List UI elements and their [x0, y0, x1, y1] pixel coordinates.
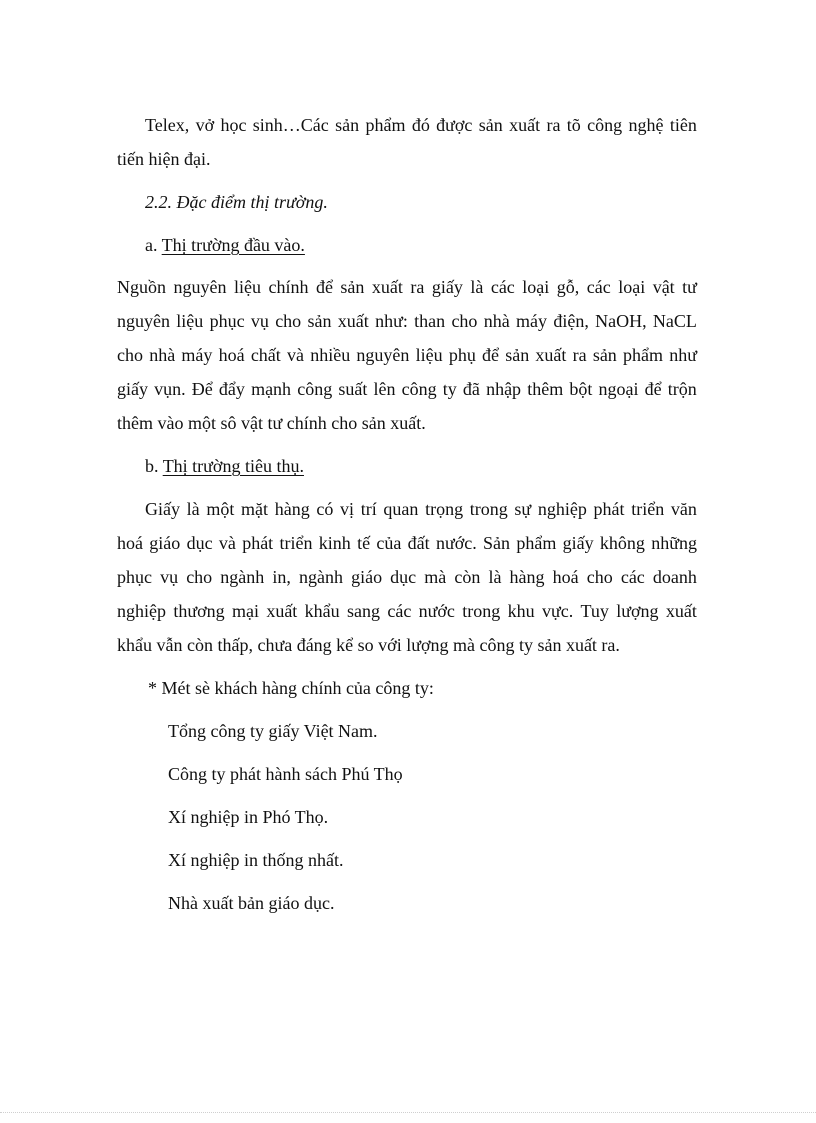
word: in, [272, 567, 291, 587]
word: phục [117, 567, 152, 587]
word: các [490, 277, 515, 297]
paragraph-1-line-2: tiến hiện đại. [117, 149, 211, 169]
word: ty [442, 379, 457, 399]
word: ra [410, 277, 425, 297]
word: chính [268, 277, 309, 297]
word: để [315, 277, 333, 297]
word: trong [462, 601, 501, 621]
subheading-b-title: Thị trường tiêu thụ. [162, 456, 304, 476]
word: Nguồn [117, 277, 166, 297]
word: một [206, 499, 235, 519]
word: nước. [435, 533, 477, 553]
word: triển [279, 533, 313, 553]
paragraph-2-line-1 [117, 278, 697, 296]
word: và [218, 533, 236, 553]
customers-heading: * Mét sè khách hàng chính của công ty: [148, 678, 434, 698]
word: công [401, 379, 437, 399]
word: được [436, 115, 473, 135]
word: Telex, [145, 115, 190, 135]
word: công [297, 379, 333, 399]
word: gỗ, [556, 277, 580, 297]
word: học [220, 115, 247, 135]
word: ngành [298, 567, 343, 587]
word: vụ [250, 311, 269, 331]
word: máy [516, 311, 548, 331]
customer-list-item: Xí nghiệp in thống nhất. [168, 850, 344, 870]
word: Sản [483, 533, 511, 553]
word: ra [572, 345, 587, 365]
word: xuất [371, 277, 403, 297]
word: nghệ [628, 115, 664, 135]
word: tế [357, 533, 371, 553]
word: đẩy [218, 379, 245, 399]
word: triển [631, 499, 665, 519]
word: trộn [667, 379, 697, 399]
word: liệu [176, 311, 204, 331]
word: hàng [274, 499, 310, 519]
word: là [488, 567, 502, 587]
paragraph-2-line-5: thêm vào một sô vật tư chính cho sản xuất. [117, 413, 426, 433]
word: sinh…Các [252, 115, 329, 135]
word: điện, [553, 311, 589, 331]
word: vụ [160, 567, 179, 587]
word: dục [186, 533, 213, 553]
customer-list-item: Tổng công ty giấy Việt Nam. [168, 721, 378, 741]
word: trọng [425, 499, 464, 519]
word: loại [522, 277, 550, 297]
word: bột [569, 379, 593, 399]
word: sản [307, 311, 332, 331]
word: phát [242, 533, 274, 553]
word: ngành [220, 567, 265, 587]
word: sản [335, 115, 360, 135]
customer-list-item: Nhà xuất bản giáo dục. [168, 893, 335, 913]
word: xuất [665, 601, 697, 621]
paragraph-1-line-1 [145, 116, 697, 134]
word: hoá [218, 345, 245, 365]
word: phát [593, 499, 625, 519]
word: và [287, 345, 304, 365]
word: nhiều [310, 345, 351, 365]
word: nguyên [173, 277, 227, 297]
word: giấy [431, 277, 463, 297]
word: phục [209, 311, 245, 331]
word: phẩm [623, 345, 664, 365]
word: nước [418, 601, 455, 621]
word: giấy [562, 533, 594, 553]
word: hoá [552, 567, 579, 587]
word: cho [117, 345, 143, 365]
word: hoá [117, 533, 143, 553]
word: giáo [351, 567, 383, 587]
subheading-a-title: Thị trường đầu vào. [161, 235, 305, 255]
word: than [414, 311, 446, 331]
paragraph-2-line-2 [117, 312, 697, 330]
word: vụn. [154, 379, 186, 399]
word: còn [454, 567, 481, 587]
word: không [599, 533, 645, 553]
customer-list-item: Xí nghiệp in Phó Thọ. [168, 807, 329, 827]
subheading-a [145, 236, 305, 254]
paragraph-3-line-4 [117, 602, 697, 620]
word: của [376, 533, 402, 553]
word: Để [191, 379, 213, 399]
word: lượng [616, 601, 659, 621]
word: thương [173, 601, 225, 621]
word: có [316, 499, 334, 519]
paragraph-2-line-3 [117, 346, 697, 364]
word: xuất [509, 115, 541, 135]
word: NaOH, [595, 311, 647, 331]
word: phẩm [516, 533, 557, 553]
word: liệu [233, 277, 261, 297]
word: đã [462, 379, 480, 399]
word: lên [373, 379, 396, 399]
word: văn [670, 499, 697, 519]
word: đất [407, 533, 430, 553]
word: sản [592, 345, 617, 365]
word: để [482, 345, 500, 365]
word: ngoại [598, 379, 639, 399]
word: Tuy [580, 601, 609, 621]
word: nguyên [356, 345, 410, 365]
word: vị [340, 499, 355, 519]
subheading-b [145, 457, 304, 475]
word: là [470, 277, 484, 297]
page-bottom-divider [0, 1112, 816, 1113]
word: giáo [149, 533, 181, 553]
word: suất [338, 379, 368, 399]
word: khu [507, 601, 535, 621]
word: vật [652, 277, 675, 297]
word: quan [383, 499, 419, 519]
paragraph-3-line-2 [117, 534, 697, 552]
word: mà [424, 567, 447, 587]
word: phẩm [365, 115, 406, 135]
word: nhà [483, 311, 510, 331]
word: khẩu [304, 601, 340, 621]
subheading-a-prefix: a. [145, 235, 162, 255]
word: kinh [318, 533, 351, 553]
word: đó [411, 115, 430, 135]
word: mạnh [251, 379, 292, 399]
word: như: [375, 311, 408, 331]
word: liệu [415, 345, 443, 365]
word: cho [586, 567, 613, 587]
word: NaCL [652, 311, 697, 331]
word: mặt [241, 499, 269, 519]
word: trí [360, 499, 377, 519]
word: nhập [486, 379, 522, 399]
word: nghiệp [537, 499, 587, 519]
paragraph-3-line-3 [117, 568, 697, 586]
word: vở [195, 115, 215, 135]
word: sản [478, 115, 503, 135]
word: chất [250, 345, 281, 365]
word: xuất [337, 311, 369, 331]
word: công [587, 115, 623, 135]
word: các [586, 277, 611, 297]
paragraph-3-line-5: khẩu vẫn còn thấp, chưa đáng kể so với lượng mà công ty sản xuất ra. [117, 635, 620, 655]
word: các [387, 601, 412, 621]
word: phụ [448, 345, 476, 365]
word: nhà [149, 345, 176, 365]
section-heading: 2.2. Đặc điểm thị trường. [145, 192, 328, 212]
word: như [669, 345, 697, 365]
word: để [644, 379, 662, 399]
word: nghiệp [117, 601, 166, 621]
subheading-b-prefix: b. [145, 456, 163, 476]
word: tiên [669, 115, 697, 135]
paragraph-2-line-4 [117, 380, 697, 398]
word: trong [469, 499, 508, 519]
word: nguyên [117, 311, 170, 331]
paragraph-3-line-1 [145, 500, 697, 518]
word: hàng [509, 567, 545, 587]
word: ra [546, 115, 561, 135]
word: thêm [527, 379, 564, 399]
word: những [651, 533, 697, 553]
word: dục [390, 567, 417, 587]
word: tõ [566, 115, 581, 135]
word: doanh [652, 567, 697, 587]
word: cho [275, 311, 302, 331]
word: xuất [535, 345, 567, 365]
word: giấy [117, 379, 148, 399]
word: tư [682, 277, 697, 297]
word: loại [618, 277, 646, 297]
word: sang [347, 601, 380, 621]
word: cho [451, 311, 478, 331]
customer-list-item: Công ty phát hành sách Phú Thọ [168, 764, 403, 784]
word: máy [181, 345, 213, 365]
word: sản [340, 277, 365, 297]
word: vực. [541, 601, 574, 621]
word: sản [505, 345, 530, 365]
word: xuất [266, 601, 298, 621]
word: Giấy [145, 499, 180, 519]
word: mại [231, 601, 259, 621]
word: các [620, 567, 645, 587]
word: là [186, 499, 200, 519]
word: sự [514, 499, 532, 519]
word: cho [186, 567, 213, 587]
